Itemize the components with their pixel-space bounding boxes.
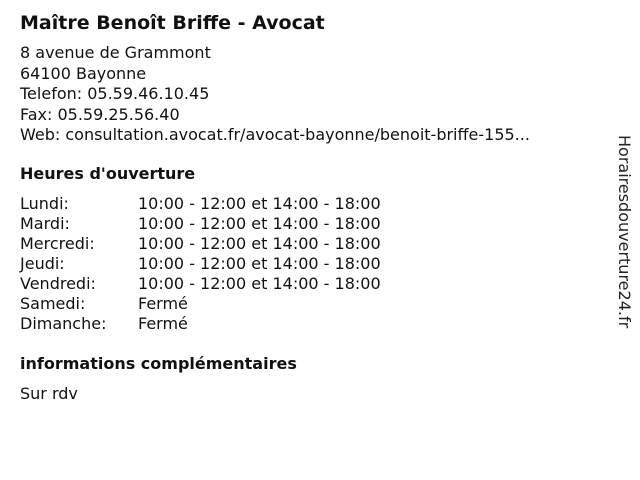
address-street: 8 avenue de Grammont [20,43,211,62]
contact-info [20,43,530,146]
day-label: Mardi: [20,214,70,233]
day-label: Samedi: [20,294,86,313]
hours-value: 10:00 - 12:00 et 14:00 - 18:00 [138,194,381,213]
hours-row-vendredi [20,274,381,294]
phone-number: Telefon: 05.59.46.10.45 [20,84,210,103]
day-label: Mercredi: [20,234,95,253]
hours-row-mercredi [20,234,381,254]
day-label: Lundi: [20,194,69,213]
address-city: 64100 Bayonne [20,63,147,83]
day-label: Dimanche: [20,314,107,333]
hours-value: 10:00 - 12:00 et 14:00 - 18:00 [138,234,381,253]
hours-value: Fermé [138,294,188,313]
hours-row-samedi [20,294,381,314]
watermark [610,135,638,370]
hours-value: 10:00 - 12:00 et 14:00 - 18:00 [138,214,381,233]
opening-hours-table [20,194,381,334]
hours-row-jeudi [20,254,381,274]
hours-value: 10:00 - 12:00 et 14:00 - 18:00 [138,254,381,273]
hours-row-lundi [20,194,381,214]
additional-info-text: Sur rdv [20,384,78,403]
hours-value: Fermé [138,314,188,333]
day-label: Vendredi: [20,274,96,293]
additional-info-heading: informations complémentaires [20,354,297,373]
watermark-text: Horairesdouverture24.fr [615,135,634,329]
website-link[interactable]: Web: consultation.avocat.fr/avocat-bayonne/benoit-briffe-155... [20,125,530,144]
hours-row-dimanche [20,314,381,334]
hours-value: 10:00 - 12:00 et 14:00 - 18:00 [138,274,381,293]
fax-number: Fax: 05.59.25.56.40 [20,104,180,124]
business-title: Maître Benoît Briffe - Avocat [20,12,325,34]
opening-hours-heading: Heures d'ouverture [20,164,196,183]
hours-row-mardi [20,214,381,234]
day-label: Jeudi: [20,254,65,273]
